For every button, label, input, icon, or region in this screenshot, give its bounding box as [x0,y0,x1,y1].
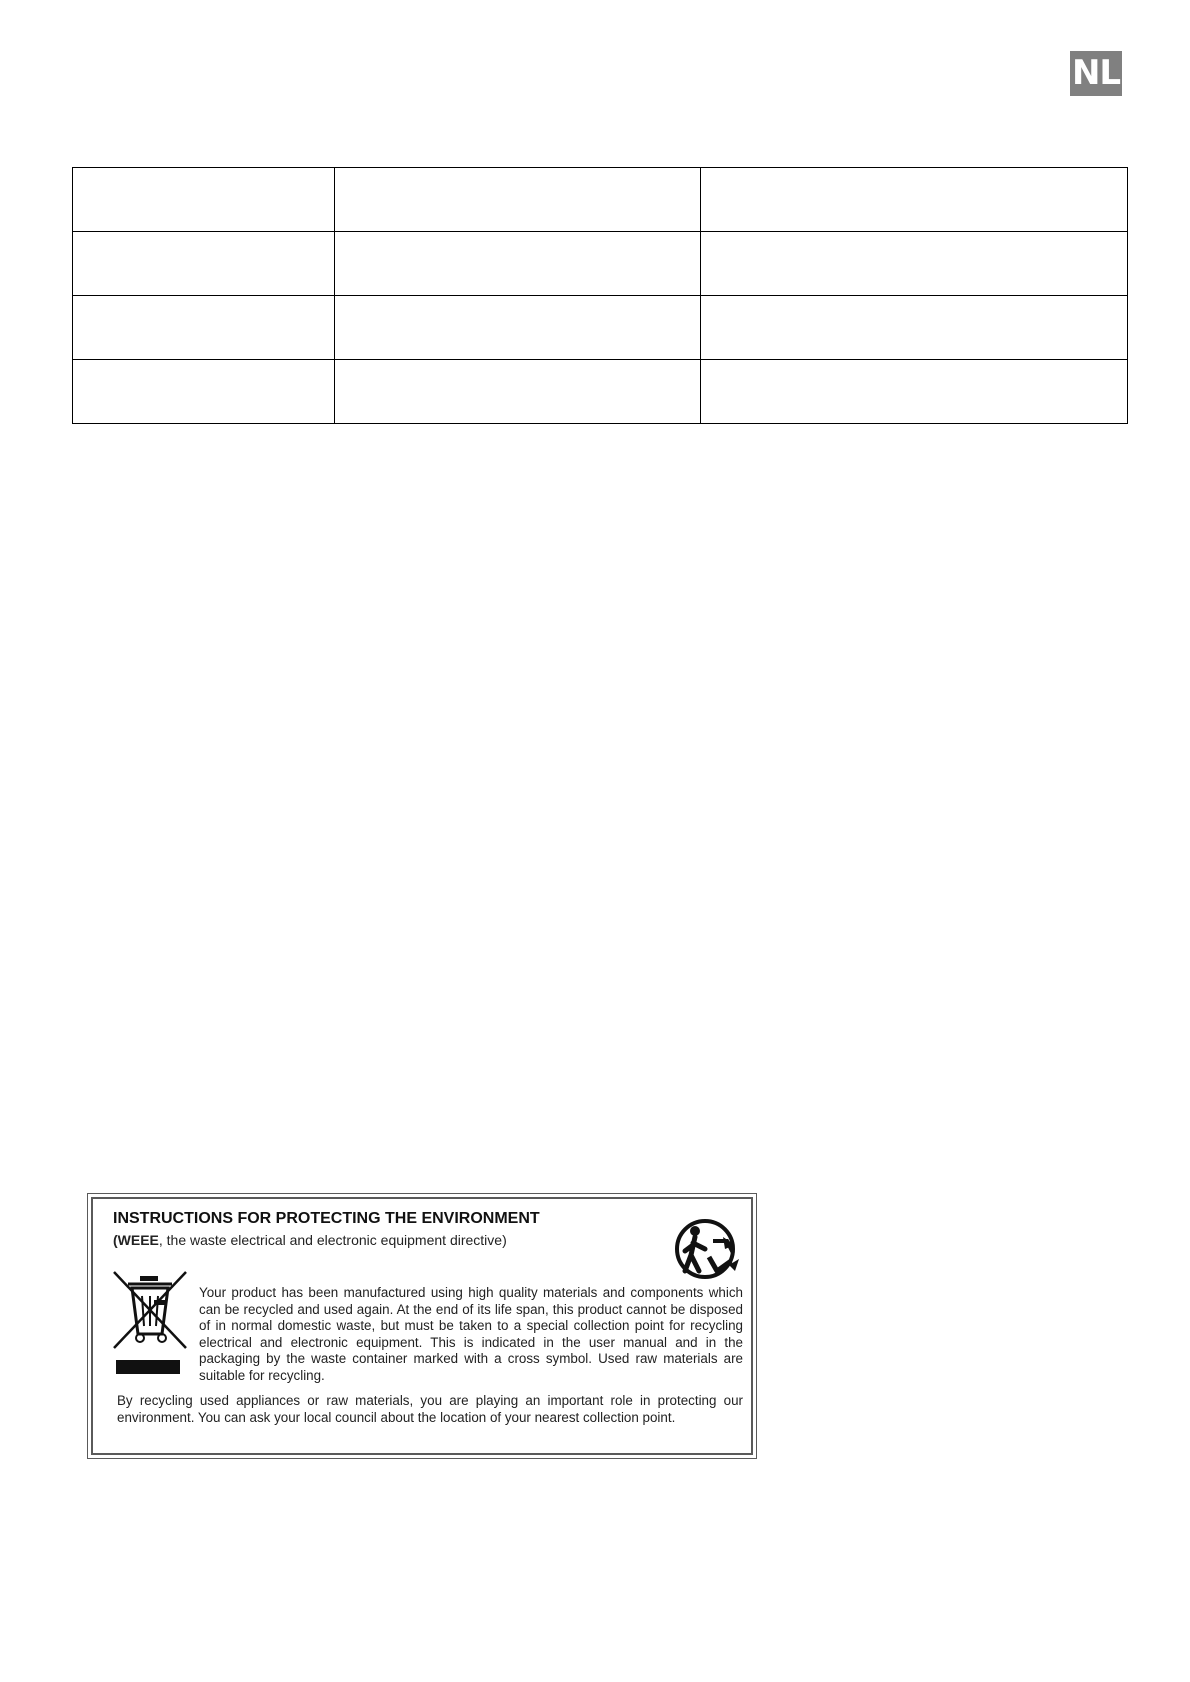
table-cell [73,296,335,360]
table-cell [335,232,701,296]
table-row [73,360,1128,424]
environment-notice-footer: By recycling used appliances or raw materials, you are playing an important role in protecting our environment. You can ask your local council about the location of your nearest collection point. [117,1393,743,1425]
table-row [73,232,1128,296]
table-cell [701,296,1128,360]
crossed-out-bin-icon [110,1268,190,1383]
table-cell [73,168,335,232]
table-cell [73,232,335,296]
table-cell [73,360,335,424]
table-cell [701,232,1128,296]
table-cell [701,168,1128,232]
environment-notice-title: INSTRUCTIONS FOR PROTECTING THE ENVIRONMENT [113,1210,540,1227]
environment-notice-inner [91,1197,753,1455]
subtitle-text: , the waste electrical and electronic equipment directive) [158,1232,507,1248]
table-cell [701,360,1128,424]
table-row [73,296,1128,360]
table-cell [335,168,701,232]
table-cell [335,296,701,360]
empty-table [72,167,1128,424]
table-row [73,168,1128,232]
environment-notice-body: Your product has been manufactured using high quality materials and components which can be recycled and used again. At the end of its life span, this product cannot be disposed of in normal domestic waste, but must be taken to a special collection point for recycling electrical and electronic equipment. This is indicated in the user manual and in the packaging by the waste container marked with a cross symbol. Used raw materials are suitable for recycling. [199,1285,743,1383]
weee-abbreviation: (WEEE [113,1232,159,1248]
language-badge: NL [1070,51,1122,96]
environment-notice-subtitle [113,1232,507,1248]
recycle-person-icon [673,1215,741,1283]
table-cell [335,360,701,424]
environment-notice-box [87,1193,757,1459]
